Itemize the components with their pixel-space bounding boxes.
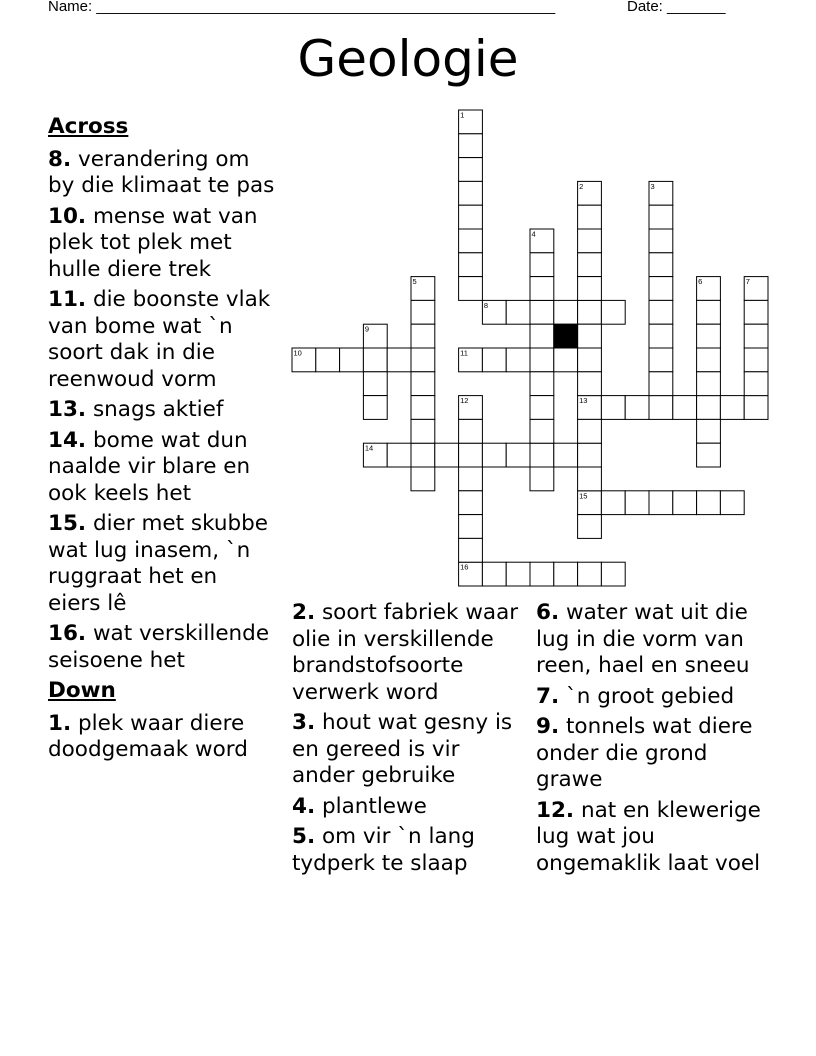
- grid-cell[interactable]: [459, 491, 483, 515]
- grid-cell[interactable]: [482, 562, 506, 586]
- grid-cell[interactable]: [530, 396, 554, 420]
- clue-down-2: 2. soort fabriek waar olie in verskillende brandstofsoorte verwerk word: [292, 600, 519, 705]
- grid-cell[interactable]: [578, 229, 602, 253]
- grid-cell[interactable]: [744, 348, 768, 372]
- clue-down-1: 1. plek waar diere doodgemaak word: [48, 710, 248, 762]
- grid-cell[interactable]: [625, 396, 649, 420]
- grid-cell[interactable]: [649, 348, 673, 372]
- cell-number: 10: [293, 348, 302, 358]
- grid-cell[interactable]: [316, 348, 340, 372]
- grid-cell[interactable]: [459, 443, 483, 467]
- clue-across-13: 13. snags aktief: [48, 397, 224, 422]
- grid-cell[interactable]: [601, 491, 625, 515]
- grid-cell[interactable]: [411, 348, 435, 372]
- grid-cell[interactable]: [530, 300, 554, 324]
- grid-cell[interactable]: [459, 134, 483, 158]
- grid-cell[interactable]: [482, 443, 506, 467]
- cell-number: 2: [579, 181, 584, 191]
- grid-cell[interactable]: [530, 324, 554, 348]
- clue-down-6: 6. water wat uit die lug in die vorm van reen, hael en sneeu: [536, 600, 750, 678]
- grid-cell[interactable]: [720, 491, 744, 515]
- grid-cell[interactable]: [720, 396, 744, 420]
- grid-cell[interactable]: [554, 562, 578, 586]
- cell-number: 7: [745, 277, 750, 287]
- cell-number: 6: [698, 277, 703, 287]
- clue-across-16: 16. wat verskillende seisoene het: [48, 621, 270, 673]
- grid-cell[interactable]: [649, 324, 673, 348]
- grid-cell[interactable]: [697, 491, 721, 515]
- grid-cell[interactable]: [554, 443, 578, 467]
- grid-cell[interactable]: [744, 300, 768, 324]
- cell-number: 5: [412, 277, 417, 287]
- grid-cell[interactable]: [649, 277, 673, 301]
- clue-across-14: 14. bome wat dun naalde vir blare en ook keels het: [48, 427, 251, 506]
- clue-column-3: [536, 600, 776, 881]
- cell-number: 13: [579, 396, 588, 406]
- grid-cell[interactable]: [530, 443, 554, 467]
- grid-cell[interactable]: [673, 396, 697, 420]
- grid-cell[interactable]: [601, 396, 625, 420]
- grid-cell[interactable]: [506, 443, 530, 467]
- grid-cell[interactable]: [530, 467, 554, 491]
- grid-cell[interactable]: [459, 205, 483, 229]
- cell-number: 14: [364, 443, 374, 453]
- grid-cell[interactable]: [744, 396, 768, 420]
- grid-cell[interactable]: [435, 443, 459, 467]
- clue-down-5: 5. om vir `n lang tydperk te slaap: [292, 824, 475, 876]
- name-field[interactable]: Name: _______________________________________________________: [48, 0, 556, 15]
- clue-column-2: [292, 600, 522, 881]
- grid-cell[interactable]: [578, 205, 602, 229]
- page-title: Geologie: [297, 30, 519, 88]
- grid-cell[interactable]: [411, 443, 435, 467]
- grid-cell[interactable]: [530, 419, 554, 443]
- grid-cell[interactable]: [697, 443, 721, 467]
- grid-cell[interactable]: [578, 467, 602, 491]
- grid-cell[interactable]: [649, 372, 673, 396]
- cell-number: 9: [364, 324, 370, 334]
- clue-across-11: 11. die boonste vlak van bome wat `n soort dak in die reenwoud vorm: [48, 287, 271, 392]
- grid-cell[interactable]: [459, 253, 483, 277]
- down-heading: Down: [48, 678, 116, 703]
- grid-cell[interactable]: [506, 348, 530, 372]
- across-heading: Across: [48, 114, 129, 139]
- grid-cell[interactable]: [530, 253, 554, 277]
- grid-cell[interactable]: [411, 372, 435, 396]
- grid-cell[interactable]: [578, 300, 602, 324]
- grid-cell[interactable]: [578, 419, 602, 443]
- grid-cell[interactable]: [649, 396, 673, 420]
- cell-number: 12: [460, 396, 469, 406]
- cell-number: 11: [460, 348, 468, 358]
- grid-cell[interactable]: [649, 491, 673, 515]
- grid-cell[interactable]: [578, 515, 602, 539]
- grid-cell[interactable]: [530, 372, 554, 396]
- clue-across-15: 15. dier met skubbe wat lug inasem, `n ruggraat het en eiers lê: [48, 511, 269, 616]
- grid-cell[interactable]: [554, 300, 578, 324]
- grid-cell[interactable]: [697, 300, 721, 324]
- grid-cell[interactable]: [459, 538, 483, 562]
- grid-cell[interactable]: [697, 419, 721, 443]
- grid-cell[interactable]: [625, 491, 649, 515]
- grid-cell[interactable]: [697, 396, 721, 420]
- grid-cell[interactable]: [673, 491, 697, 515]
- cell-number: 3: [650, 181, 655, 191]
- grid-cell[interactable]: [649, 205, 673, 229]
- clue-column-1: [48, 114, 276, 768]
- grid-cell[interactable]: [649, 300, 673, 324]
- grid-cell[interactable]: [578, 562, 602, 586]
- grid-cell[interactable]: [601, 562, 625, 586]
- cell-number: 15: [579, 491, 588, 501]
- grid-cell[interactable]: [387, 348, 411, 372]
- grid-cell[interactable]: [459, 181, 483, 205]
- grid-cell[interactable]: [697, 372, 721, 396]
- grid-cell[interactable]: [697, 324, 721, 348]
- grid-cell[interactable]: [459, 229, 483, 253]
- grid-cell[interactable]: [459, 277, 483, 301]
- grid-cell[interactable]: [578, 324, 602, 348]
- grid-cell[interactable]: [578, 372, 602, 396]
- date-field[interactable]: Date: _______: [627, 0, 726, 15]
- cell-number: 1: [460, 110, 465, 120]
- cell-number: 16: [460, 562, 469, 572]
- grid-cell[interactable]: [601, 300, 625, 324]
- grid-cell[interactable]: [744, 324, 768, 348]
- grid-cell[interactable]: [554, 348, 578, 372]
- grid-cell[interactable]: [363, 348, 387, 372]
- grid-cell[interactable]: [530, 348, 554, 372]
- cell-number: 4: [531, 229, 536, 239]
- grid-cell[interactable]: [459, 467, 483, 491]
- grid-cell[interactable]: [530, 277, 554, 301]
- black-cell: [554, 324, 578, 348]
- grid-cell[interactable]: [363, 372, 387, 396]
- grid-cell[interactable]: [459, 419, 483, 443]
- clue-down-4: 4. plantlewe: [292, 793, 427, 819]
- grid-cell[interactable]: [506, 562, 530, 586]
- grid-cell[interactable]: [530, 562, 554, 586]
- grid-cell[interactable]: [459, 515, 483, 539]
- grid-cell[interactable]: [411, 396, 435, 420]
- grid-cell[interactable]: [578, 443, 602, 467]
- grid-cell[interactable]: [578, 348, 602, 372]
- clue-across-10: 10. mense wat van plek tot plek met hulle diere trek: [48, 203, 258, 282]
- grid-cell[interactable]: [387, 443, 411, 467]
- grid-cell[interactable]: [578, 253, 602, 277]
- grid-cell[interactable]: [459, 158, 483, 182]
- clue-down-9: 9. tonnels wat diere onder die grond grawe: [536, 714, 753, 792]
- grid-cell[interactable]: [697, 348, 721, 372]
- grid-cell[interactable]: [506, 300, 530, 324]
- grid-cell[interactable]: [411, 467, 435, 491]
- grid-cell[interactable]: [649, 229, 673, 253]
- clue-down-3: 3. hout wat gesny is en gereed is vir ander gebruike: [292, 710, 513, 788]
- clue-across-8: 8. verandering om by die klimaat te pas: [48, 146, 275, 198]
- grid-cell[interactable]: [649, 253, 673, 277]
- cell-number: 8: [483, 300, 489, 310]
- grid-cell[interactable]: [340, 348, 364, 372]
- grid-cell[interactable]: [744, 372, 768, 396]
- clue-down-7: 7. `n groot gebied: [536, 683, 735, 709]
- grid-cell[interactable]: [411, 300, 435, 324]
- grid-cell[interactable]: [363, 396, 387, 420]
- grid-cell[interactable]: [578, 277, 602, 301]
- grid-cell[interactable]: [482, 348, 506, 372]
- clue-down-12: 12. nat en klewerige lug wat jou ongemaklik laat voel: [536, 797, 761, 876]
- grid-cell[interactable]: [411, 324, 435, 348]
- grid-cell[interactable]: [411, 419, 435, 443]
